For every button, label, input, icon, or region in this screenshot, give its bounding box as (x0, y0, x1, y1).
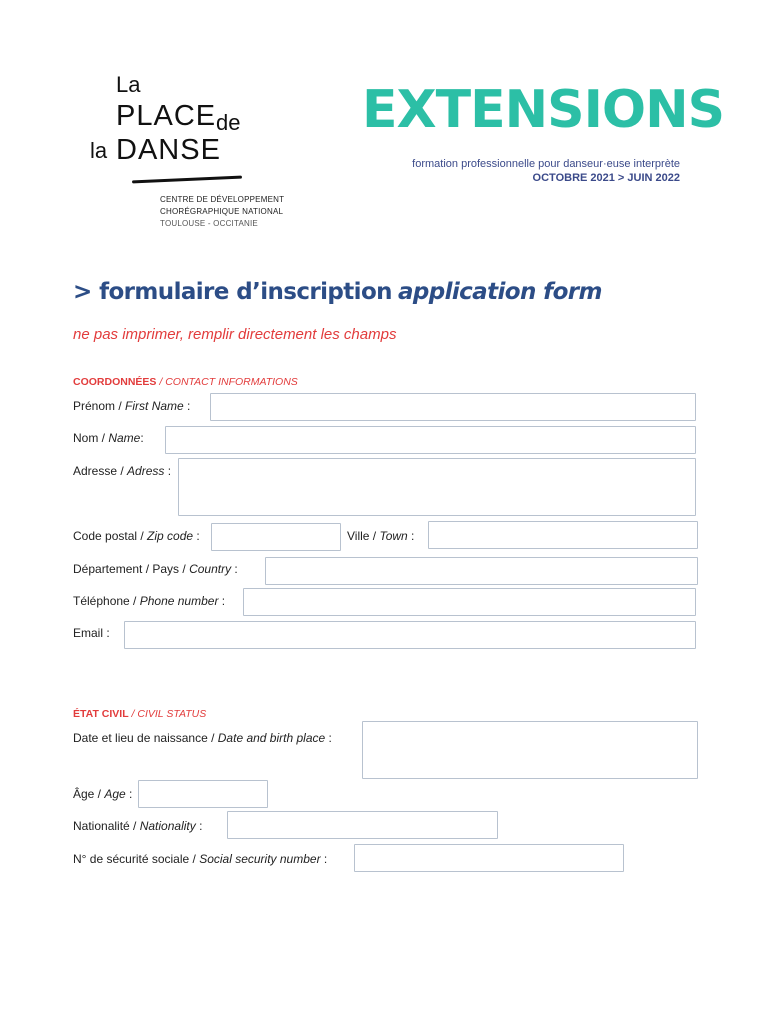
label-phone-suffix: : (218, 594, 226, 608)
label-nationality-en: Nationality (139, 819, 196, 833)
label-town-suffix: : (407, 529, 415, 543)
label-nationality (73, 819, 202, 833)
logo-subtitle-2: CHORÉGRAPHIQUE NATIONAL (160, 207, 284, 216)
birth-field[interactable] (362, 721, 698, 779)
logo-subtitle-1: CENTRE DE DÉVELOPPEMENT (160, 195, 285, 204)
label-country-suffix: : (231, 562, 238, 576)
label-country-en: Country (189, 562, 232, 576)
logo-subtitle-3: TOULOUSE - OCCITANIE (160, 219, 258, 228)
firstname-field[interactable] (210, 393, 696, 421)
label-address-fr: Adresse / (73, 464, 128, 478)
extensions-tagline: formation professionnelle pour danseur·euse interprète (412, 158, 680, 170)
label-zip-suffix: : (193, 529, 200, 543)
label-birth-en: Date and birth place (217, 731, 326, 745)
logo-word-danse: DANSE (116, 134, 221, 166)
name-field[interactable] (165, 426, 696, 454)
label-birth-suffix: : (325, 731, 332, 745)
label-name-en: Name (108, 431, 141, 445)
logo-word-de: de (216, 110, 241, 135)
label-birth (73, 731, 332, 745)
label-email (73, 626, 110, 640)
label-email-fr: Email : (73, 626, 110, 640)
label-address-en: Adress (127, 464, 165, 478)
label-firstname (73, 399, 190, 413)
label-town-fr: Ville / (347, 529, 380, 543)
label-country (73, 562, 238, 576)
section-civil-heading (73, 708, 206, 720)
social-security-field[interactable] (354, 844, 624, 872)
label-phone-fr: Téléphone / (73, 594, 140, 608)
section-contact-fr: COORDONNÉES (73, 376, 157, 388)
section-contact-en: / CONTACT INFORMATIONS (156, 376, 298, 388)
country-field[interactable] (265, 557, 698, 585)
logo-word-la-2: la (90, 138, 108, 163)
section-contact-heading (73, 376, 298, 388)
phone-field[interactable] (243, 588, 696, 616)
label-social-suffix: : (320, 852, 328, 866)
section-civil-en: / CIVIL STATUS (128, 708, 207, 720)
label-firstname-en: First Name (125, 399, 184, 413)
label-social-fr: N° de sécurité sociale / (73, 852, 200, 866)
instruction-note: ne pas imprimer, remplir directement les champs (73, 326, 397, 343)
label-town (347, 529, 414, 543)
address-field[interactable] (178, 458, 696, 516)
zip-field[interactable] (211, 523, 341, 551)
label-zip-fr: Code postal / (73, 529, 148, 543)
title-english: application form (397, 279, 602, 305)
label-name-fr: Nom / (73, 431, 109, 445)
extensions-logo (362, 80, 725, 194)
extensions-dates: OCTOBRE 2021 > JUIN 2022 (532, 172, 680, 184)
label-town-en: Town (379, 529, 408, 543)
age-field[interactable] (138, 780, 268, 808)
label-nationality-fr: Nationalité / (73, 819, 140, 833)
label-social (73, 852, 327, 866)
label-zip (73, 529, 200, 543)
email-field[interactable] (124, 621, 696, 649)
label-address-suffix: : (164, 464, 172, 478)
label-social-en: Social security number (199, 852, 321, 866)
label-phone-en: Phone number (139, 594, 219, 608)
label-age-fr: Âge / (73, 787, 105, 801)
label-nationality-suffix: : (195, 819, 203, 833)
town-field[interactable] (428, 521, 698, 549)
label-firstname-fr: Prénom / (73, 399, 126, 413)
label-name (73, 431, 144, 445)
extensions-wordmark: EXTENSIONS (362, 80, 725, 140)
label-country-fr: Département / Pays / (73, 562, 190, 576)
label-firstname-suffix: : (183, 399, 191, 413)
logo-word-la: La (116, 72, 141, 97)
logo-word-place: PLACE (116, 100, 217, 132)
nationality-field[interactable] (227, 811, 498, 839)
logo-underline (132, 176, 242, 184)
label-name-suffix: : (140, 431, 144, 445)
label-age-suffix: : (125, 787, 133, 801)
title-french: > formulaire d’inscription (73, 279, 392, 305)
label-birth-fr: Date et lieu de naissance / (73, 731, 218, 745)
label-zip-en: Zip code (147, 529, 194, 543)
section-civil-fr: ÉTAT CIVIL (73, 708, 129, 720)
label-age-en: Age (104, 787, 126, 801)
label-phone (73, 594, 225, 608)
lpd-logo (86, 74, 286, 234)
label-address (73, 464, 171, 478)
page-title (73, 281, 602, 304)
label-age (73, 787, 132, 801)
